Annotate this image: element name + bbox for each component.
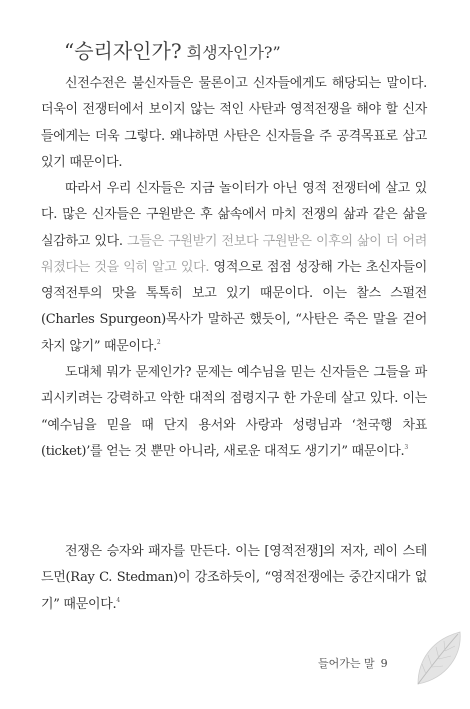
running-footer-section: 들어가는 말 [318, 657, 375, 670]
leaf-icon [412, 628, 464, 688]
paragraph-2-text: 따라서 우리 신자들은 지금 놀이터가 아닌 영적 전쟁터에 살고 있다. 많은 신자들은 구원받은 후 삶속에서 마치 전쟁의 삶과 같은 삶을 실감하고 있다. [41, 181, 427, 249]
paragraph-1 [41, 71, 427, 176]
heading-main: “승리자인가? [64, 39, 182, 63]
paragraph-3-text: 도대체 뭐가 문제인가? 문제는 예수님을 믿는 신자들은 그들을 파괴시키려는 강력하고 악한 대적의 점령지구 한 가운데 살고 있다. 이는 “예수님을 믿을 때 단지 용서와 사랑과 성령님과 ‘천국행 차표(ticket)’를 얻는 것 뿐만 아니라, 새로운 대적도 생기기” 때문이다. [41, 365, 427, 459]
paragraph-1-text: 신전수전은 불신자들은 물론이고 신자들에게도 해당되는 말이다. 더욱이 전쟁터에서 보이지 않는 적인 사탄과 영적전쟁을 해야 할 신자들에게는 더욱 그렇다. 왜냐하면 사탄은 신자들을 주 공격목표로 삼고 있기 때문이다. [41, 76, 427, 170]
page-heading [64, 38, 424, 66]
footnote-ref-2: 2 [156, 338, 161, 346]
paragraph-3 [41, 360, 427, 465]
footnote-ref-3: 3 [404, 443, 408, 451]
page-number: 9 [380, 657, 388, 670]
heading-sub: 희생자인가?” [181, 43, 281, 62]
paragraph-4 [41, 539, 427, 618]
footnote-ref-4: 4 [116, 596, 120, 604]
paragraph-4-text: 전쟁은 승자와 패자를 만든다. 이는 [영적전쟁]의 저자, 레이 스테드먼(Ray C. Stedman)이 강조하듯이, “영적전쟁에는 중간지대가 없기” 때문이다. [41, 544, 427, 612]
paragraph-2-text-cont: 영적으로 점점 성장해 가는 초신자들이 영적전투의 맛을 톡톡히 보고 있기 때문이다. 이는 찰스 스펄전(Charles Spurgeon)목사가 말하곤 했듯이, “사탄은 죽은 말을 걷어차지 않기” 때문이다. [41, 259, 427, 354]
paragraph-2 [41, 176, 427, 360]
page-footer [318, 655, 388, 671]
paragraph-2-faded-text: 그들은 구원받기 전보다 구원받은 이후의 삶이 더 어려워졌다는 것을 익히 알고 있다. [41, 233, 427, 275]
